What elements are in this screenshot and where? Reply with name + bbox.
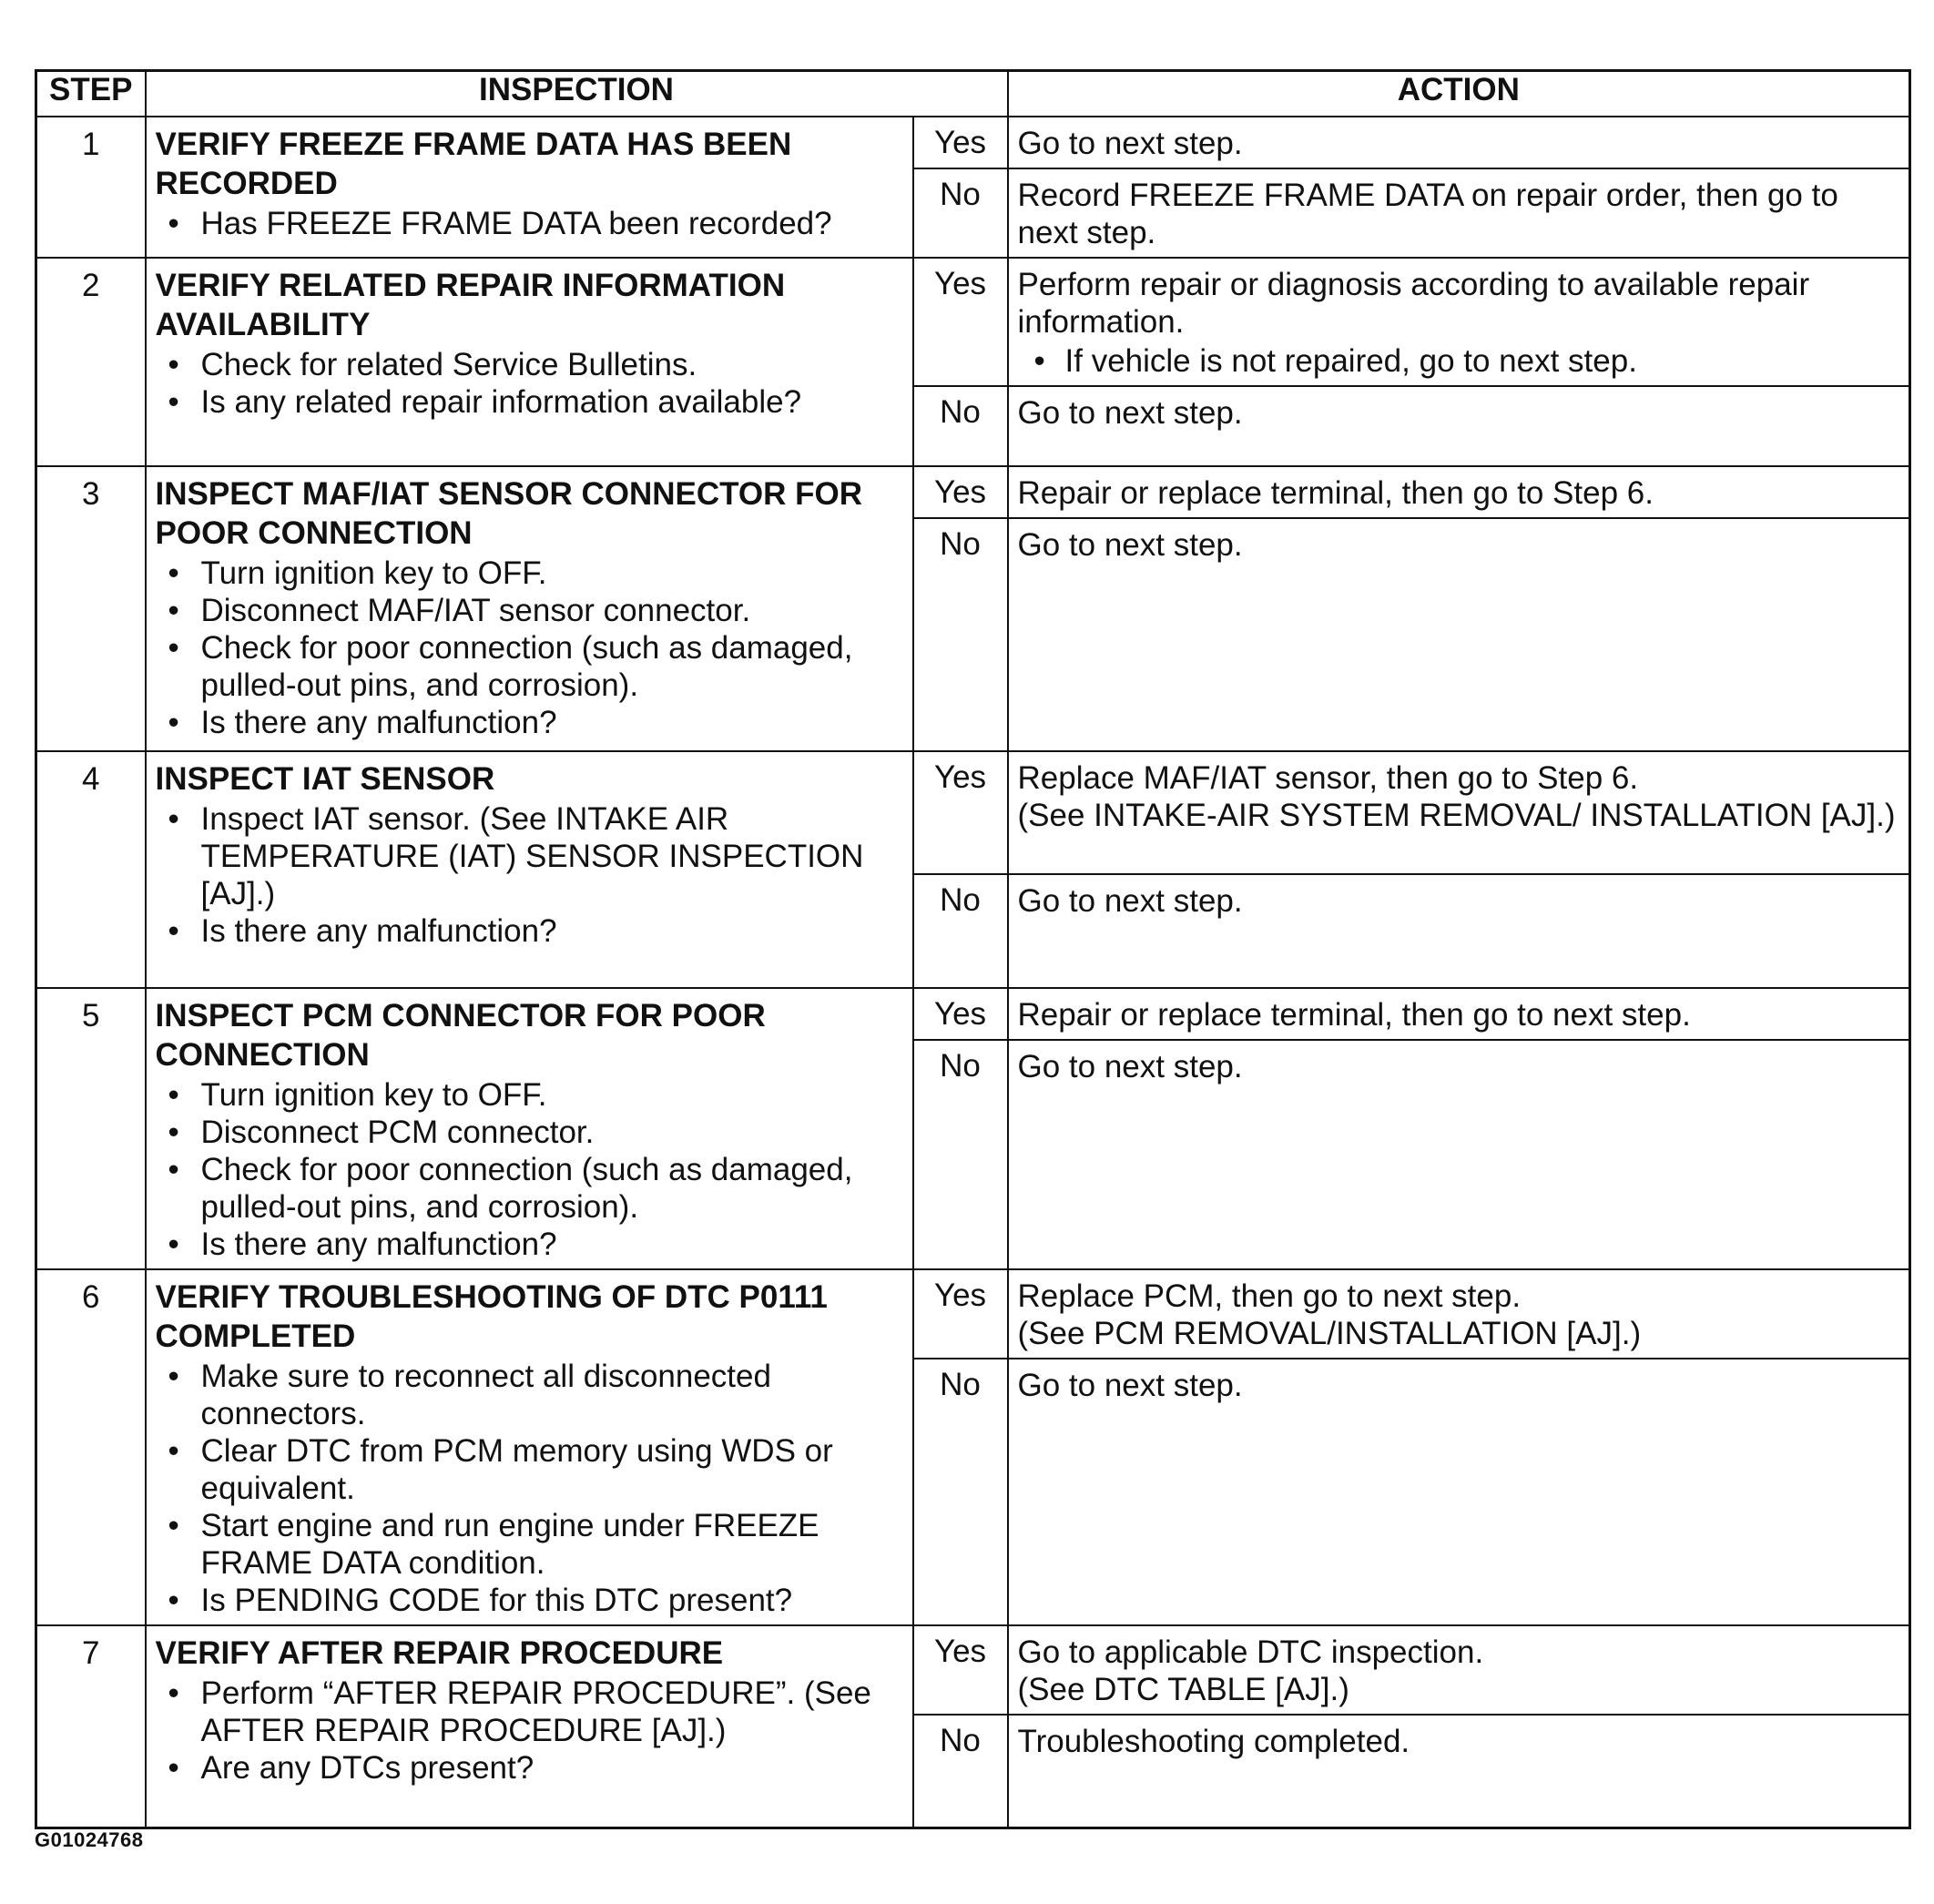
- inspection-cell: [146, 117, 913, 258]
- step-number: 5: [36, 988, 146, 1269]
- yes-label: Yes: [913, 117, 1008, 168]
- step-number: 2: [36, 258, 146, 466]
- inspection-bullet: • Has FREEZE FRAME DATA been recorded?: [156, 205, 905, 242]
- no-label: No: [913, 1715, 1008, 1828]
- step-number: 7: [36, 1625, 146, 1828]
- no-label: No: [913, 1040, 1008, 1269]
- no-action: [1008, 386, 1910, 466]
- no-label: No: [913, 386, 1008, 466]
- inspection-bullet: • Are any DTCs present?: [156, 1749, 905, 1787]
- step-number: 4: [36, 751, 146, 988]
- inspection-bullet-list: [156, 1358, 905, 1619]
- inspection-title: VERIFY FREEZE FRAME DATA HAS BEEN RECORDED: [155, 127, 792, 201]
- yes-action: [1008, 466, 1910, 518]
- no-label: No: [913, 518, 1008, 751]
- inspection-bullet: • Is there any malfunction?: [156, 912, 905, 950]
- inspection-bullet: • Clear DTC from PCM memory using WDS or equivalent.: [156, 1432, 905, 1507]
- yes-label: Yes: [913, 751, 1008, 874]
- inspection-cell: [146, 988, 913, 1269]
- action-text: Go to next step.: [1017, 883, 1243, 919]
- table-header-row: [36, 71, 1910, 117]
- step-row: [36, 466, 1910, 518]
- yes-action: [1008, 751, 1910, 874]
- step-row: [36, 258, 1910, 386]
- inspection-title: VERIFY TROUBLESHOOTING OF DTC P0111 COMPLETED: [155, 1279, 828, 1354]
- yes-label: Yes: [913, 1625, 1008, 1715]
- inspection-bullet: • Is there any malfunction?: [156, 704, 905, 741]
- inspection-bullet: • Check for poor connection (such as damaged, pulled-out pins, and corrosion).: [156, 1151, 905, 1226]
- action-text: Troubleshooting completed.: [1017, 1724, 1410, 1759]
- action-text: Go to next step.: [1017, 126, 1243, 161]
- inspection-title: INSPECT IAT SENSOR: [155, 761, 495, 797]
- yes-action: [1008, 1625, 1910, 1715]
- step-row: [36, 1269, 1910, 1359]
- yes-action: [1008, 1269, 1910, 1359]
- action-text: Record FREEZE FRAME DATA on repair order, then go to next step.: [1017, 178, 1838, 250]
- inspection-bullet: • Is PENDING CODE for this DTC present?: [156, 1582, 905, 1619]
- step-row: [36, 751, 1910, 874]
- step-number: 3: [36, 466, 146, 751]
- inspection-bullet-list: [156, 205, 905, 242]
- inspection-bullet: • Turn ignition key to OFF.: [156, 1076, 905, 1114]
- header-step: STEP: [36, 71, 146, 117]
- action-text: Go to next step.: [1017, 1049, 1243, 1085]
- inspection-bullet: • Is any related repair information available?: [156, 383, 905, 421]
- action-bullet-list: [1018, 342, 1900, 380]
- yes-action: [1008, 117, 1910, 168]
- inspection-cell: [146, 1625, 913, 1828]
- action-bullet: • If vehicle is not repaired, go to next step.: [1018, 342, 1900, 380]
- no-action: [1008, 1359, 1910, 1625]
- inspection-title: INSPECT PCM CONNECTOR FOR POOR CONNECTION: [155, 998, 766, 1073]
- inspection-title: VERIFY RELATED REPAIR INFORMATION AVAILABILITY: [155, 268, 786, 342]
- header-action: ACTION: [1008, 71, 1910, 117]
- inspection-cell: [146, 258, 913, 466]
- step-number: 1: [36, 117, 146, 258]
- inspection-bullet: • Disconnect MAF/IAT sensor connector.: [156, 592, 905, 629]
- inspection-bullet: • Check for related Service Bulletins.: [156, 346, 905, 383]
- inspection-title: INSPECT MAF/IAT SENSOR CONNECTOR FOR POOR CONNECTION: [155, 476, 863, 551]
- inspection-bullet-list: [156, 800, 905, 950]
- inspection-cell: [146, 751, 913, 988]
- action-text: (See PCM REMOVAL/INSTALLATION [AJ].): [1017, 1316, 1642, 1351]
- yes-action: [1008, 988, 1910, 1040]
- step-row: [36, 1625, 1910, 1715]
- yes-label: Yes: [913, 258, 1008, 386]
- inspection-bullet: • Disconnect PCM connector.: [156, 1114, 905, 1151]
- action-text: Repair or replace terminal, then go to Step 6.: [1017, 475, 1654, 511]
- step-row: [36, 988, 1910, 1040]
- action-text: (See INTAKE-AIR SYSTEM REMOVAL/ INSTALLATION [AJ].): [1017, 798, 1896, 833]
- figure-id: G01024768: [35, 1828, 144, 1851]
- no-label: No: [913, 874, 1008, 988]
- no-action: [1008, 874, 1910, 988]
- action-text: Perform repair or diagnosis according to available repair information.: [1017, 267, 1810, 340]
- inspection-cell: [146, 466, 913, 751]
- action-text: Go to next step.: [1017, 1368, 1243, 1404]
- yes-label: Yes: [913, 1269, 1008, 1359]
- inspection-cell: [146, 1269, 913, 1625]
- action-text: Go to applicable DTC inspection.: [1017, 1634, 1484, 1670]
- yes-label: Yes: [913, 466, 1008, 518]
- inspection-bullet: • Make sure to reconnect all disconnected connectors.: [156, 1358, 905, 1432]
- action-text: Replace PCM, then go to next step.: [1017, 1278, 1522, 1314]
- inspection-bullet: • Start engine and run engine under FREEZE FRAME DATA condition.: [156, 1507, 905, 1582]
- no-action: [1008, 1040, 1910, 1269]
- inspection-title: VERIFY AFTER REPAIR PROCEDURE: [155, 1635, 724, 1671]
- action-text: Replace MAF/IAT sensor, then go to Step 6.: [1017, 760, 1639, 796]
- diagnostic-procedure-table: [35, 69, 1911, 1829]
- inspection-bullet: • Turn ignition key to OFF.: [156, 555, 905, 592]
- inspection-bullet: • Check for poor connection (such as damaged, pulled-out pins, and corrosion).: [156, 629, 905, 704]
- action-text: Repair or replace terminal, then go to next step.: [1017, 997, 1691, 1033]
- inspection-bullet-list: [156, 1076, 905, 1263]
- action-text: Go to next step.: [1017, 527, 1243, 563]
- inspection-bullet-list: [156, 1675, 905, 1787]
- step-number: 6: [36, 1269, 146, 1625]
- inspection-bullet: • Is there any malfunction?: [156, 1226, 905, 1263]
- inspection-bullet-list: [156, 346, 905, 421]
- inspection-bullet: • Inspect IAT sensor. (See INTAKE AIR TEMPERATURE (IAT) SENSOR INSPECTION [AJ].): [156, 800, 905, 912]
- no-label: No: [913, 168, 1008, 258]
- action-text: Go to next step.: [1017, 395, 1243, 431]
- yes-label: Yes: [913, 988, 1008, 1040]
- no-label: No: [913, 1359, 1008, 1625]
- inspection-bullet-list: [156, 555, 905, 741]
- inspection-bullet: • Perform “AFTER REPAIR PROCEDURE”. (See AFTER REPAIR PROCEDURE [AJ].): [156, 1675, 905, 1749]
- no-action: [1008, 168, 1910, 258]
- no-action: [1008, 1715, 1910, 1828]
- no-action: [1008, 518, 1910, 751]
- action-text: (See DTC TABLE [AJ].): [1017, 1672, 1349, 1707]
- step-row: [36, 117, 1910, 168]
- header-inspection: INSPECTION: [146, 71, 1008, 117]
- yes-action: [1008, 258, 1910, 386]
